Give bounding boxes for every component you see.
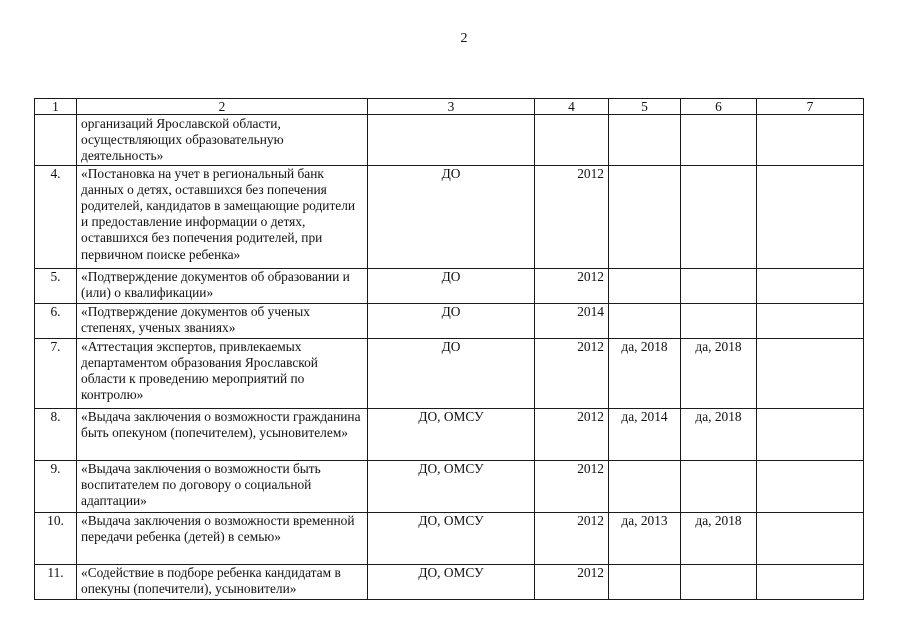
cell-col4: 2012 — [535, 512, 609, 564]
cell-col7 — [757, 338, 864, 408]
service-name: «Подтверждение документов об образовании и (или) о квалификации» — [77, 268, 368, 303]
cell-col5 — [609, 564, 681, 599]
header-cell: 4 — [535, 99, 609, 115]
cell-col4: 2012 — [535, 460, 609, 512]
cell-col6 — [681, 564, 757, 599]
header-cell: 6 — [681, 99, 757, 115]
cell-col5: да, 2018 — [609, 338, 681, 408]
row-number — [35, 115, 77, 166]
page-number: 2 — [460, 31, 468, 46]
row-number: 8. — [35, 408, 77, 460]
services-table — [34, 98, 864, 600]
header-cell: 7 — [757, 99, 864, 115]
cell-col6 — [681, 460, 757, 512]
cell-col7 — [757, 408, 864, 460]
cell-col3 — [368, 115, 535, 166]
cell-col6: да, 2018 — [681, 408, 757, 460]
cell-col3: ДО, ОМСУ — [368, 512, 535, 564]
cell-col4 — [535, 115, 609, 166]
cell-col4: 2012 — [535, 268, 609, 303]
row-number: 5. — [35, 268, 77, 303]
cell-col3: ДО — [368, 268, 535, 303]
cell-col3: ДО — [368, 338, 535, 408]
cell-col4: 2012 — [535, 165, 609, 268]
cell-col5: да, 2014 — [609, 408, 681, 460]
cell-col3: ДО, ОМСУ — [368, 564, 535, 599]
header-cell: 5 — [609, 99, 681, 115]
table-row — [35, 408, 864, 460]
service-name: «Аттестация экспертов, привлекаемых департаментом образования Ярославской области к проведению мероприятий по контролю» — [77, 338, 368, 408]
service-name: «Подтверждение документов об ученых степенях, ученых званиях» — [77, 303, 368, 338]
cell-col4: 2014 — [535, 303, 609, 338]
cell-col3: ДО, ОМСУ — [368, 408, 535, 460]
header-cell: 1 — [35, 99, 77, 115]
table-row — [35, 564, 864, 599]
cell-col6 — [681, 268, 757, 303]
row-number: 11. — [35, 564, 77, 599]
cell-col7 — [757, 165, 864, 268]
cell-col5 — [609, 115, 681, 166]
cell-col4: 2012 — [535, 338, 609, 408]
cell-col6 — [681, 303, 757, 338]
cell-col4: 2012 — [535, 564, 609, 599]
table-row — [35, 303, 864, 338]
row-number: 7. — [35, 338, 77, 408]
cell-col6 — [681, 165, 757, 268]
cell-col3: ДО, ОМСУ — [368, 460, 535, 512]
cell-col5 — [609, 165, 681, 268]
cell-col7 — [757, 512, 864, 564]
cell-col5 — [609, 460, 681, 512]
cell-col7 — [757, 460, 864, 512]
service-name: «Выдача заключения о возможности временной передачи ребенка (детей) в семью» — [77, 512, 368, 564]
service-name: организаций Ярославской области, осуществляющих образовательную деятельность» — [77, 115, 368, 166]
table-row — [35, 165, 864, 268]
table-row — [35, 115, 864, 166]
cell-col5 — [609, 303, 681, 338]
table-row — [35, 268, 864, 303]
cell-col3: ДО — [368, 165, 535, 268]
row-number: 9. — [35, 460, 77, 512]
service-name: «Выдача заключения о возможности гражданина быть опекуном (попечителем), усыновителем» — [77, 408, 368, 460]
row-number: 10. — [35, 512, 77, 564]
table-header-row — [35, 99, 864, 115]
cell-col6: да, 2018 — [681, 338, 757, 408]
service-name: «Выдача заключения о возможности быть воспитателем по договору о социальной адаптации» — [77, 460, 368, 512]
cell-col4: 2012 — [535, 408, 609, 460]
header-cell: 3 — [368, 99, 535, 115]
table-row — [35, 460, 864, 512]
cell-col7 — [757, 268, 864, 303]
cell-col6: да, 2018 — [681, 512, 757, 564]
header-cell: 2 — [77, 99, 368, 115]
row-number: 6. — [35, 303, 77, 338]
service-name: «Содействие в подборе ребенка кандидатам в опекуны (попечители), усыновители» — [77, 564, 368, 599]
table-row — [35, 338, 864, 408]
cell-col5 — [609, 268, 681, 303]
cell-col6 — [681, 115, 757, 166]
cell-col5: да, 2013 — [609, 512, 681, 564]
service-name: «Постановка на учет в региональный банк данных о детях, оставшихся без попечения родителей, кандидатов в замещающие родители и предоставление информации о детях, оставшихся без попечения родителей, при первичном поиске ребенка» — [77, 165, 368, 268]
cell-col7 — [757, 564, 864, 599]
table-row — [35, 512, 864, 564]
cell-col7 — [757, 115, 864, 166]
row-number: 4. — [35, 165, 77, 268]
cell-col7 — [757, 303, 864, 338]
cell-col3: ДО — [368, 303, 535, 338]
